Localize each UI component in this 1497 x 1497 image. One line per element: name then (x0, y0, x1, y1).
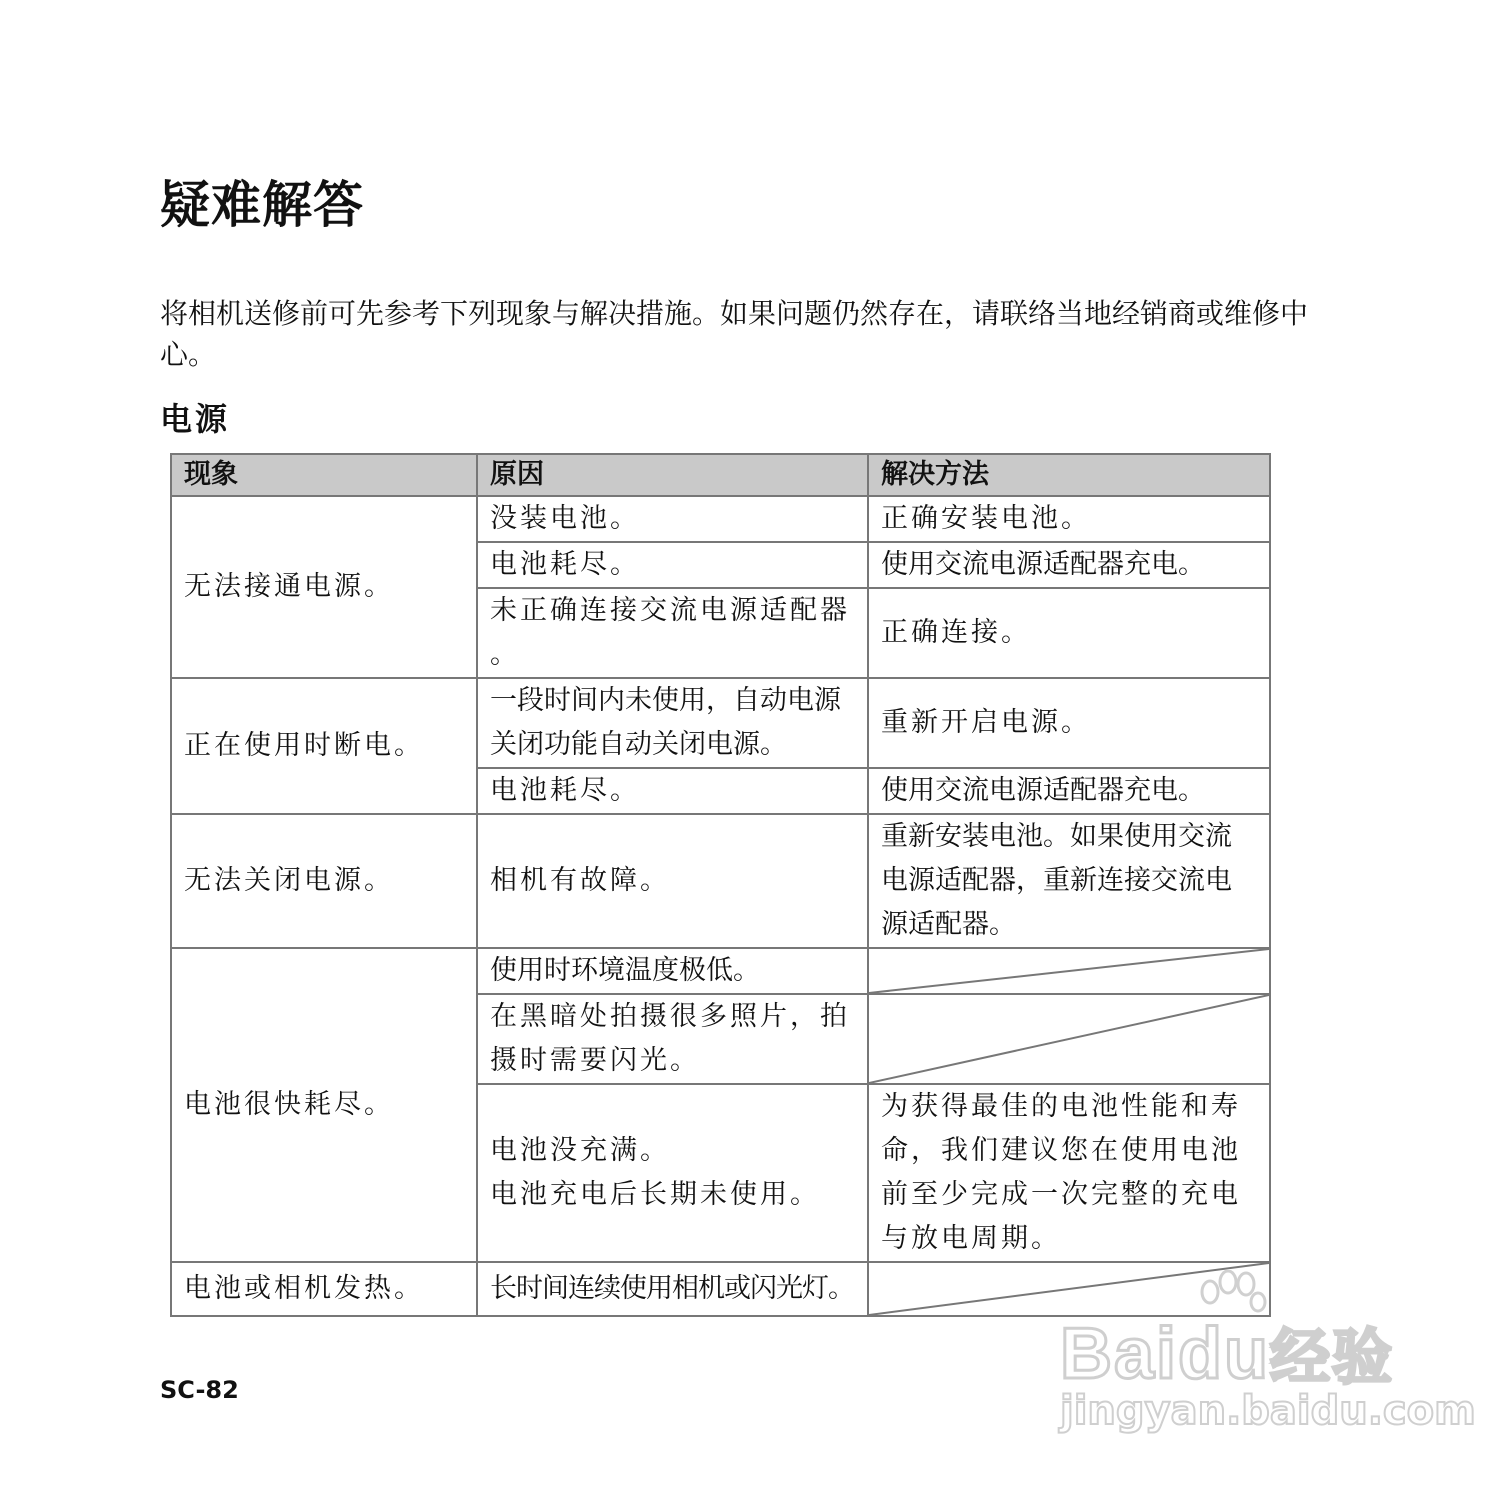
table-row (171, 496, 1270, 542)
header-cause: 原因 (477, 454, 868, 496)
watermark-logo-cn: 经验 (1270, 1324, 1395, 1391)
solution-cell: 正确安装电池。 (868, 496, 1270, 542)
header-symptom: 现象 (171, 454, 477, 496)
watermark-logo-du: du (1178, 1314, 1271, 1394)
solution-cell: 正确连接。 (868, 588, 1270, 678)
watermark-logo-bai: Bai (1060, 1314, 1179, 1394)
cause-cell: 电池耗尽。 (477, 542, 868, 588)
table-row (171, 678, 1270, 768)
solution-cell: 使用交流电源适配器充电。 (868, 542, 1270, 588)
symptom-cell: 正在使用时断电。 (171, 678, 477, 814)
cause-cell: 在黑暗处拍摄很多照片，拍摄时需要闪光。 (477, 994, 868, 1084)
solution-cell: 使用交流电源适配器充电。 (868, 768, 1270, 814)
cause-line: 电池充电后长期未使用。 (490, 1179, 820, 1210)
diagonal-line (869, 995, 1269, 1083)
table-row (171, 948, 1270, 994)
symptom-cell: 电池或相机发热。 (171, 1262, 477, 1316)
diagonal-line (869, 949, 1269, 993)
troubleshooting-table (170, 453, 1271, 1317)
cause-line: 电池没充满。 (490, 1135, 670, 1166)
page-number: SC-82 (160, 1376, 239, 1404)
solution-cell: 为获得最佳的电池性能和寿命，我们建议您在使用电池前至少完成一次完整的充电与放电周期。 (868, 1084, 1270, 1262)
empty-solution-cell (868, 994, 1270, 1084)
cause-cell: 未正确连接交流电源适配器 。 (477, 588, 868, 678)
empty-solution-cell (868, 948, 1270, 994)
solution-cell: 重新安装电池。如果使用交流电源适配器，重新连接交流电源适配器。 (868, 814, 1270, 948)
cause-cell: 一段时间内未使用，自动电源关闭功能自动关闭电源。 (477, 678, 868, 768)
cause-cell: 使用时环境温度极低。 (477, 948, 868, 994)
cause-cell: 没装电池。 (477, 496, 868, 542)
page-title: 疑难解答 (160, 176, 364, 234)
table-row (171, 814, 1270, 948)
cause-cell: 相机有故障。 (477, 814, 868, 948)
solution-cell: 重新开启电源。 (868, 678, 1270, 768)
cause-cell: 电池耗尽。 (477, 768, 868, 814)
section-heading: 电源 (160, 400, 231, 438)
cause-cell (477, 1084, 868, 1262)
baidu-watermark (1060, 1270, 1476, 1450)
symptom-cell: 无法接通电源。 (171, 496, 477, 678)
header-solution: 解决方法 (868, 454, 1270, 496)
symptom-cell: 无法关闭电源。 (171, 814, 477, 948)
intro-paragraph: 将相机送修前可先参考下列现象与解决措施。如果问题仍然存在，请联络当地经销商或维修中心。 (160, 297, 1309, 371)
table-header-row (171, 454, 1270, 496)
watermark-url: jingyan.baidu.com (1060, 1388, 1476, 1434)
symptom-cell: 电池很快耗尽。 (171, 948, 477, 1262)
watermark-logo (1060, 1310, 1394, 1396)
cause-cell: 长时间连续使用相机或闪光灯。 (477, 1262, 868, 1316)
